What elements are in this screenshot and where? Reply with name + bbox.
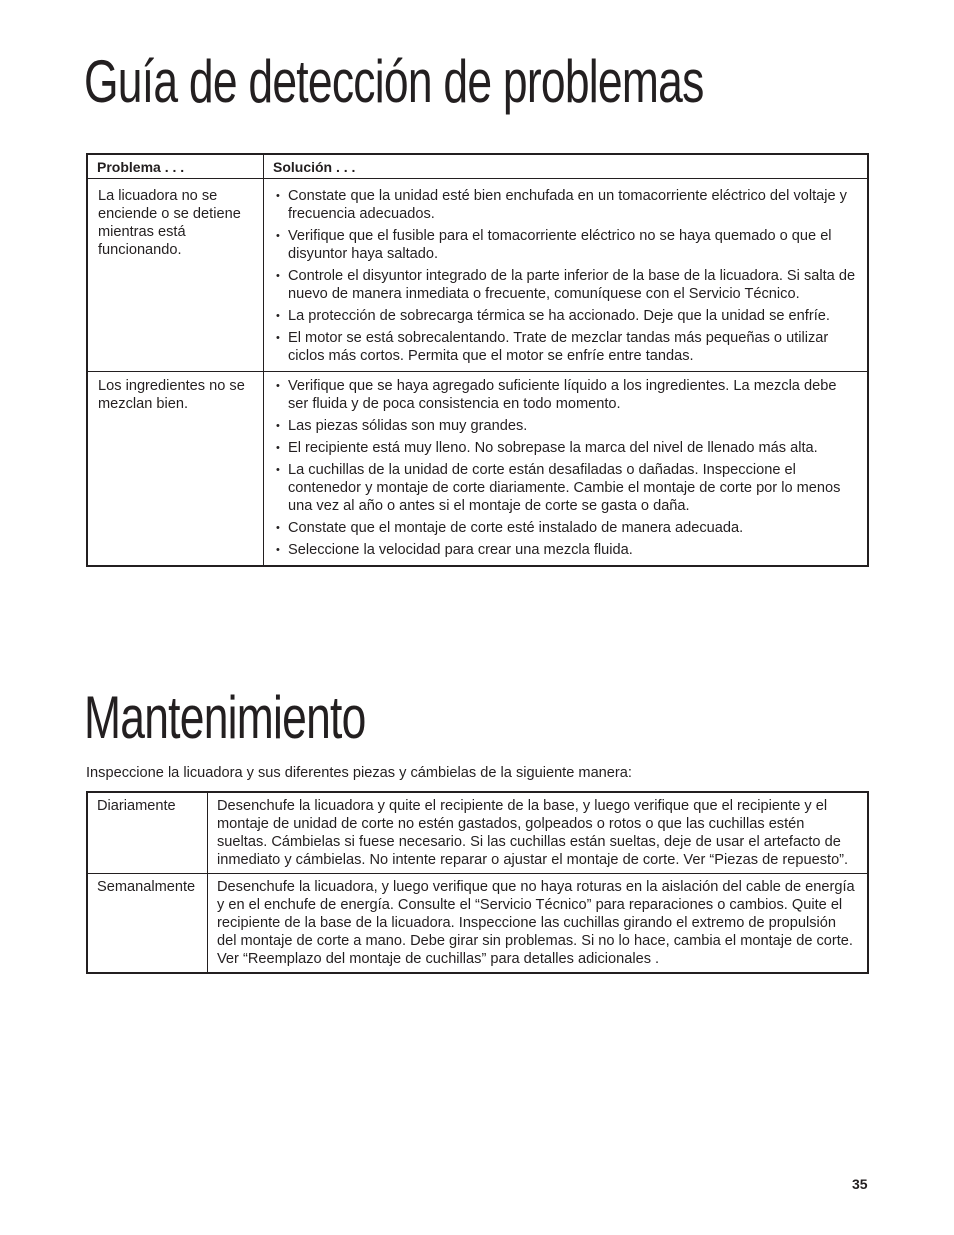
solution-item: • Verifique que se haya agregado suficiente líquido a los ingredientes. La mezcla debe ser fluida y de poca consistencia en todo momento. [274, 377, 857, 413]
solution-item: • El recipiente está muy lleno. No sobrepase la marca del nivel de llenado más alta. [274, 439, 857, 457]
solution-item: • Controle el disyuntor integrado de la parte inferior de la base de la licuadora. Si salta de nuevo de manera inmediata o frecuente, comuníquese con el Servicio Técnico. [274, 267, 857, 303]
solution-item: • La protección de sobrecarga térmica se ha accionado. Deje que la unidad se enfríe. [274, 307, 857, 325]
solution-cell [264, 179, 869, 372]
table-row [87, 372, 868, 567]
troubleshooting-table [86, 153, 869, 567]
solution-item: • Seleccione la velocidad para crear una mezcla fluida. [274, 541, 857, 559]
page-number: 35 [852, 1176, 868, 1192]
solution-header: Solución . . . [264, 154, 869, 179]
description-cell: Desenchufe la licuadora y quite el recipiente de la base, y luego verifique que el recipiente y el montaje de unidad de corte no estén gastados, golpeados o rotos o que las cuchillas estén sueltas. Cámbielas si fuese necesario. Si las cuchillas están sueltas, deje de usar el artefacto de inmediato y cámbielas. No intente reparar o ajustar el montaje de corte. Ver “Piezas de repuesto”. [208, 792, 869, 874]
frequency-cell: Semanalmente [87, 874, 208, 974]
maintenance-table [86, 791, 869, 974]
solution-item: • Constate que el montaje de corte esté instalado de manera adecuada. [274, 519, 857, 537]
solution-list [274, 377, 857, 559]
frequency-cell: Diariamente [87, 792, 208, 874]
problem-cell: La licuadora no se enciende o se detiene mientras está funcionando. [87, 179, 264, 372]
solution-item: • Constate que la unidad esté bien enchufada en un tomacorriente eléctrico del voltaje y frecuencia adecuados. [274, 187, 857, 223]
table-row [87, 179, 868, 372]
solution-item: • La cuchillas de la unidad de corte están desafiladas o dañadas. Inspeccione el contenedor y montaje de corte diariamente. Cambie el montaje de corte por lo menos una vez al año o antes si el montaje de corte se gasta o daña. [274, 461, 857, 515]
maintenance-intro: Inspeccione la licuadora y sus diferentes piezas y cámbielas de la siguiente manera: [86, 765, 632, 781]
description-cell: Desenchufe la licuadora, y luego verifique que no haya roturas en la aislación del cable de energía y en el enchufe de energía. Consulte el “Servicio Técnico” para reparaciones o cambios. Quite el recipiente de la base de la licuadora. Inspeccione las cuchillas girando el extremo de propulsión del montaje de corte a mano. Debe girar sin problemas. Si no lo hace, cambia el montaje de corte. Ver “Reemplazo del montaje de cuchillas” para detalles adicionales . [217, 879, 855, 967]
maintenance-title: Mantenimiento [84, 684, 366, 751]
solution-cell [264, 372, 869, 567]
problem-header: Problema . . . [87, 154, 264, 179]
table-row [87, 792, 868, 874]
table-header-row [87, 154, 868, 179]
solution-item: • Las piezas sólidas son muy grandes. [274, 417, 857, 435]
table-row [87, 874, 868, 974]
solution-item: • El motor se está sobrecalentando. Trate de mezclar tandas más pequeñas o utilizar ciclos más cortos. Permita que el motor se enfríe entre tandas. [274, 329, 857, 365]
troubleshooting-title: Guía de detección de problemas [84, 48, 704, 115]
solution-item: • Verifique que el fusible para el tomacorriente eléctrico no se haya quemado o que el disyuntor haya saltado. [274, 227, 857, 263]
problem-cell: Los ingredientes no se mezclan bien. [87, 372, 264, 567]
solution-list [274, 187, 857, 365]
